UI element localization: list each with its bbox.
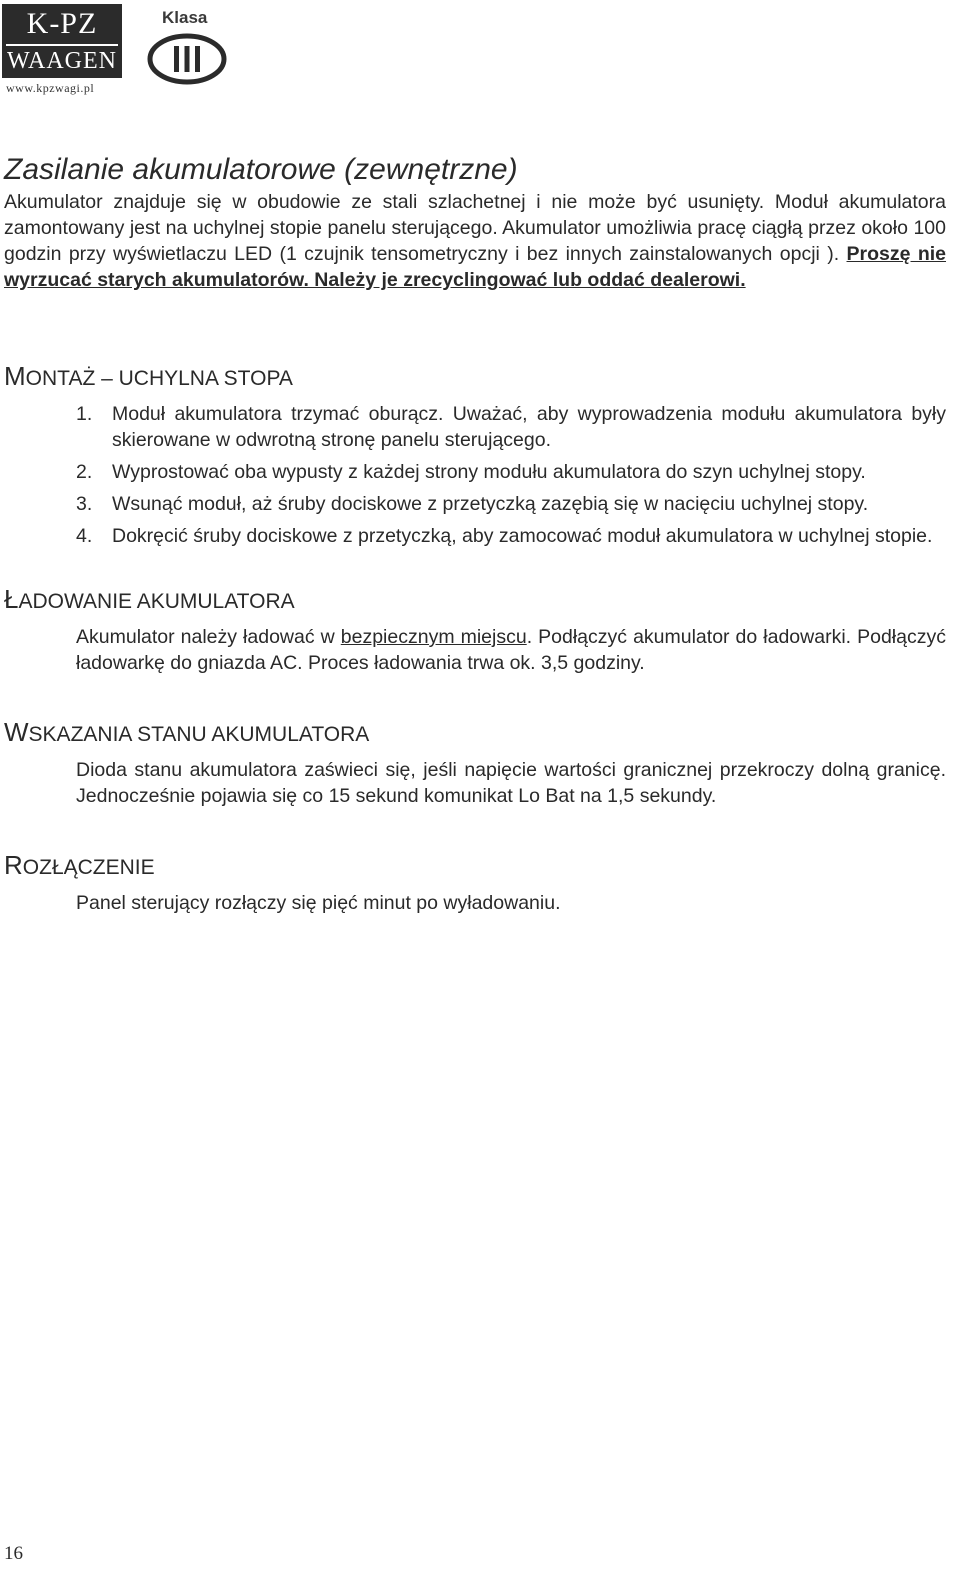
list-item [4,491,946,517]
list-item [4,523,946,549]
step-number: 4. [76,525,93,547]
section-heading-ladowanie: ŁADOWANIE AKUMULATORA [4,584,295,614]
section-heading-wskazania: WSKAZANIA STANU AKUMULATORA [4,717,370,747]
logo-text-waagen: WAAGEN [7,48,117,74]
accuracy-class-logo [146,8,230,84]
page-number: 16 [4,1543,23,1564]
step-text: Moduł akumulatora trzymać oburącz. Uważać, aby wyprowadzenia modułu akumulatora były skierowane w odwrotną stronę panelu sterującego. [112,403,946,451]
kpz-waagen-logo [2,4,122,96]
page-title: Zasilanie akumulatorowe (zewnętrzne) [4,153,518,186]
class-three-ellipse-icon [146,32,228,86]
safe-place-underlined: bezpiecznym miejscu [340,626,527,648]
step-number: 2. [76,461,93,483]
list-item [4,459,946,485]
document-content [4,152,946,916]
recycling-warning: Proszę nie wyrzucać starych akumulatorów. Należy je zrecyclingować lub oddać dealerowi. [4,243,947,291]
logo-url: www.kpzwagi.pl [6,81,95,95]
section-heading-montaz: MONTAŻ – UCHYLNA STOPA [4,361,293,391]
list-item [4,401,946,453]
mounting-steps-list [4,401,946,549]
step-number: 1. [76,403,93,425]
class-label: Klasa [162,8,208,27]
step-text: Wyprostować oba wypusty z każdej strony modułu akumulatora do szyn uchylnej stopy. [112,461,866,483]
logo-text-kpz: K-PZ [26,7,98,40]
intro-text: Akumulator znajduje się w obudowie ze stali szlachetnej i nie może być usunięty. Moduł akumulatora zamontowany jest na uchylnej stopie panelu sterującego. Akumulator umożliwia pracę ciągłą przez około 100 godzin przy wyświetlaczu LED (1 czujnik tensometryczny i bez innych zainstalowanych opcji ). [4,191,946,265]
disconnect-paragraph: Panel sterujący rozłączy się pięć minut po wyładowaniu. [76,892,561,914]
charging-paragraph: Akumulator należy ładować w bezpiecznym miejscu. Podłączyć akumulator do ładowarki. Podłączyć ładowarkę do gniazda AC. Proces ładowania trwa ok. 3,5 godziny. [76,626,946,674]
logo-divider [6,44,118,46]
logo-box [2,4,122,78]
step-number: 3. [76,493,93,515]
status-paragraph: Dioda stanu akumulatora zaświeci się, jeśli napięcie wartości granicznej przekroczy dolną granicę. Jednocześnie pojawia się co 15 sekund komunikat Lo Bat na 1,5 sekundy. [76,759,946,807]
section-heading-rozlaczenie: ROZŁĄCZENIE [4,850,155,880]
intro-paragraph [4,189,946,293]
step-text: Dokręcić śruby dociskowe z przetyczką, aby zamocować moduł akumulatora w uchylnej stopie. [112,525,933,547]
step-text: Wsunąć moduł, aż śruby dociskowe z przetyczką zazębią się w nacięciu uchylnej stopy. [112,493,869,515]
